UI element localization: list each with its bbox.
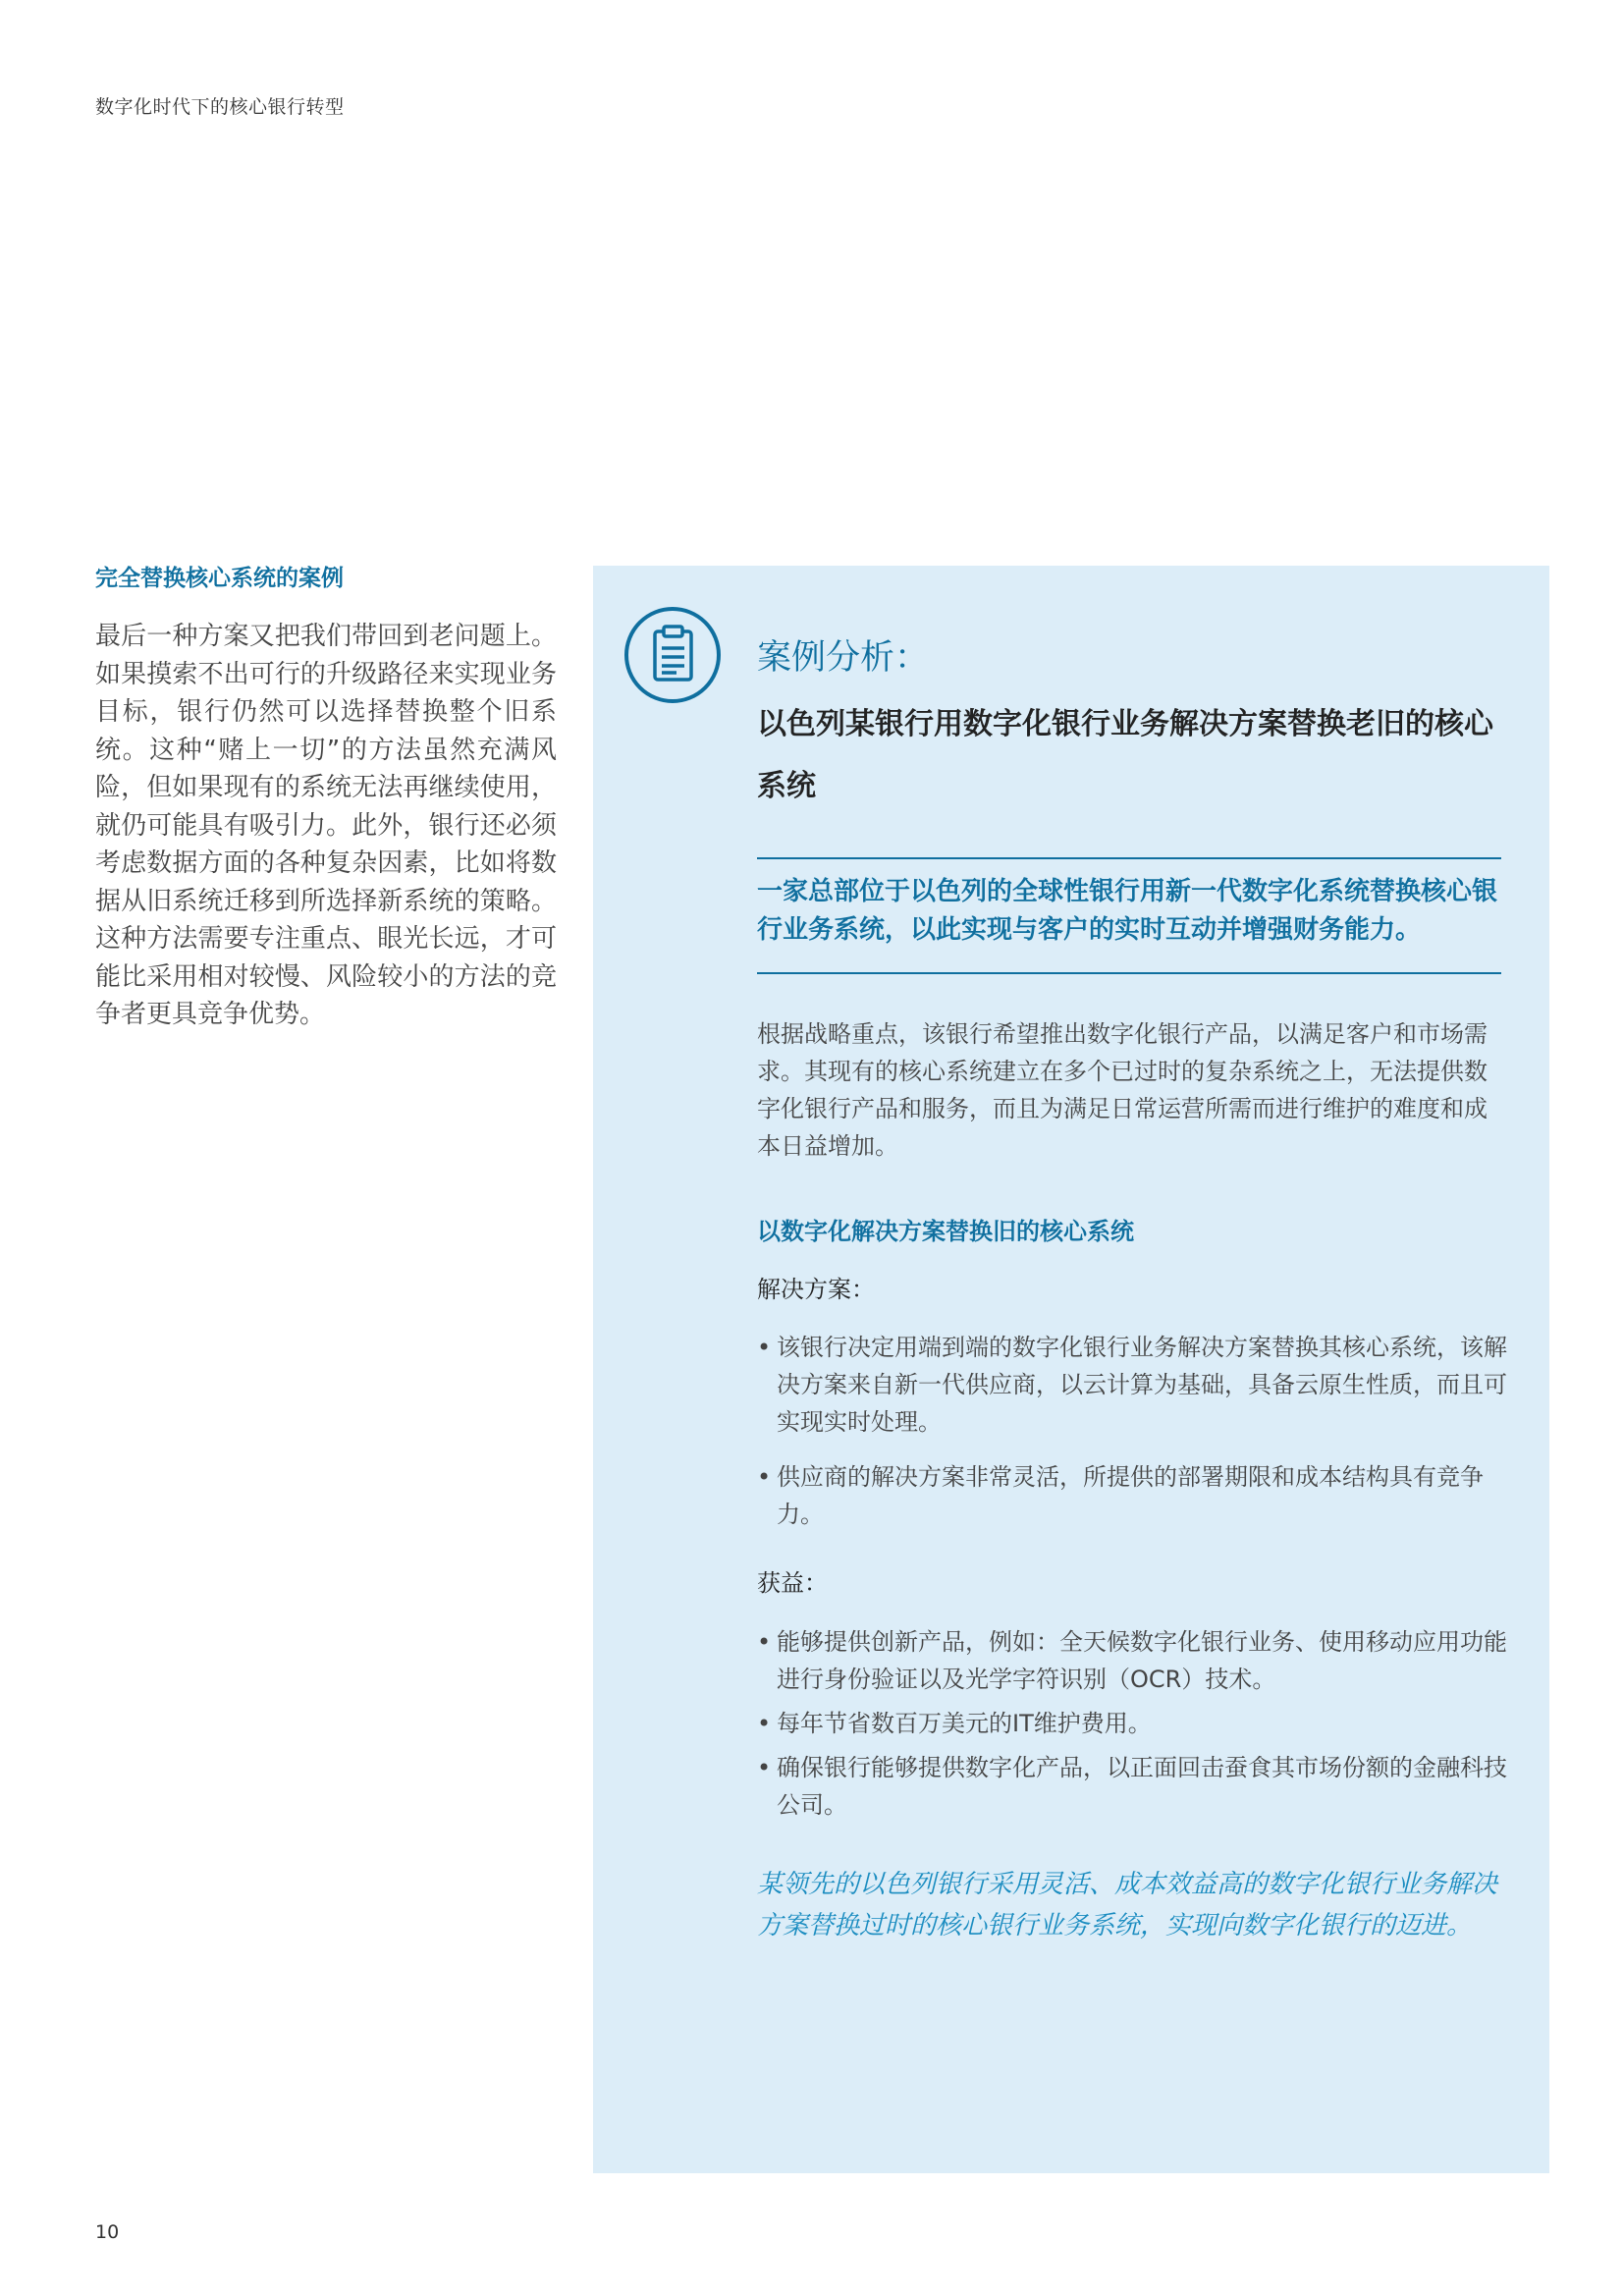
running-header: 数字化时代下的核心银行转型 bbox=[95, 96, 345, 118]
case-label: 案例分析： bbox=[757, 638, 930, 678]
page-number: 10 bbox=[95, 2221, 120, 2243]
case-intro: 根据战略重点，该银行希望推出数字化银行产品，以满足客户和市场需求。其现有的核心系统建立在多个已过时的复杂系统之上，无法提供数字化银行产品和服务，而且为满足日常运营所需而进行维护的难度和成本日益增加。 bbox=[757, 1020, 1488, 1160]
case-conclusion: 某领先的以色列银行采用灵活、成本效益高的数字化银行业务解决方案替换过时的核心银行业务系统，实现向数字化银行的迈进。 bbox=[757, 1870, 1498, 1941]
section-body: 最后一种方案又把我们带回到老问题上。如果摸索不出可行的升级路径来实现业务目标，银行仍然可以选择替换整个旧系统。这种“赌上一切”的方法虽然充满风险，但如果现有的系统无法再继续使用，就仍可能具有吸引力。此外，银行还必须考虑数据方面的各种复杂因素，比如将数据从旧系统迁移到所选择新系统的策略。这种方法需要专注重点、眼光长远，才可能比采用相对较慢、风险较小的方法的竞争者更具竞争优势。 bbox=[95, 622, 557, 1029]
section-heading: 完全替换核心系统的案例 bbox=[95, 566, 344, 591]
benefit-list bbox=[757, 1623, 1513, 1831]
case-study-box bbox=[593, 566, 1549, 2173]
clipboard-icon bbox=[622, 605, 723, 705]
divider-top bbox=[757, 857, 1501, 859]
solution-item: • 该银行决定用端到端的数字化银行业务解决方案替换其核心系统，该解决方案来自新一代供应商，以云计算为基础，具备云原生性质，而且可实现实时处理。 bbox=[757, 1329, 1513, 1441]
case-title: 以色列某银行用数字化银行业务解决方案替换老旧的核心系统 bbox=[757, 707, 1493, 803]
benefit-item: • 能够提供创新产品，例如：全天候数字化银行业务、使用移动应用功能进行身份验证以及光学字符识别（OCR）技术。 bbox=[757, 1623, 1513, 1698]
benefit-item: • 每年节省数百万美元的IT维护费用。 bbox=[757, 1705, 1513, 1742]
solution-label: 解决方案： bbox=[757, 1276, 875, 1303]
benefit-item: • 确保银行能够提供数字化产品，以正面回击蚕食其市场份额的金融科技公司。 bbox=[757, 1749, 1513, 1824]
case-summary: 一家总部位于以色列的全球性银行用新一代数字化系统替换核心银行业务系统，以此实现与客户的实时互动并增强财务能力。 bbox=[757, 877, 1498, 945]
benefit-label: 获益： bbox=[757, 1569, 828, 1597]
solution-list bbox=[757, 1329, 1513, 1551]
divider-bottom bbox=[757, 972, 1501, 974]
solution-item: • 供应商的解决方案非常灵活，所提供的部署期限和成本结构具有竞争力。 bbox=[757, 1458, 1513, 1533]
solution-heading: 以数字化解决方案替换旧的核心系统 bbox=[757, 1218, 1134, 1245]
left-column bbox=[95, 560, 557, 1034]
